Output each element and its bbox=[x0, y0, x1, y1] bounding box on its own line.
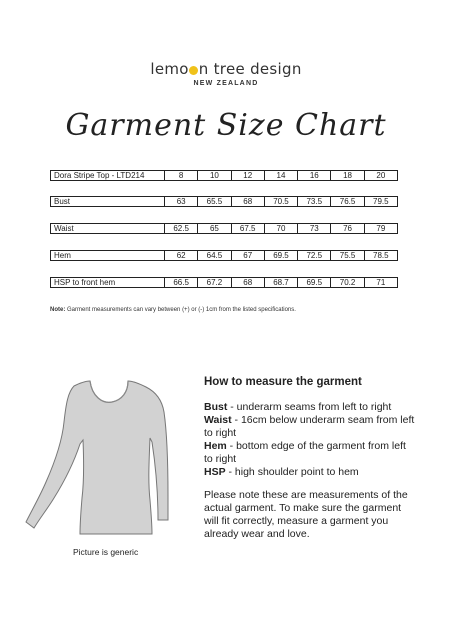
row-label: HSP to front hem bbox=[54, 278, 116, 287]
table-row bbox=[50, 277, 398, 288]
table-cell: 79.5 bbox=[364, 197, 397, 206]
table-cell: 65.5 bbox=[197, 197, 230, 206]
table-cell: 69.5 bbox=[297, 278, 330, 287]
table-cell: 67.5 bbox=[231, 224, 264, 233]
table-cell: 76 bbox=[330, 224, 363, 233]
howto-note: Please note these are measurements of the actual garment. To make sure the garment will fit correctly, measure a garment you already wear and love. bbox=[204, 489, 408, 540]
table-cell: 68.7 bbox=[264, 278, 297, 287]
brand-country: NEW ZEALAND bbox=[193, 80, 259, 87]
table-cell: 70.5 bbox=[264, 197, 297, 206]
table-cell: 73 bbox=[297, 224, 330, 233]
table-cell: 76.5 bbox=[330, 197, 363, 206]
table-cell: 71 bbox=[364, 278, 397, 287]
product-name: Dora Stripe Top - LTD214 bbox=[54, 171, 145, 180]
table-cell: 68 bbox=[231, 278, 264, 287]
long-sleeve-top-illustration bbox=[22, 378, 172, 540]
howto-item: Waist - 16cm below underarm seam from left to right bbox=[204, 414, 415, 439]
picture-caption: Picture is generic bbox=[73, 547, 139, 557]
measurement-note: Note: Garment measurements can vary between (+) or (-) 1cm from the listed specifications. bbox=[50, 307, 296, 313]
lemon-dot-icon bbox=[189, 66, 198, 75]
table-cell: 67 bbox=[231, 251, 264, 260]
brand-logo bbox=[0, 60, 452, 79]
howto-item: HSP - high shoulder point to hem bbox=[204, 466, 359, 478]
page-title: Garment Size Chart bbox=[65, 108, 387, 143]
size-header: 16 bbox=[297, 171, 330, 180]
size-header: 10 bbox=[197, 171, 230, 180]
table-cell: 72.5 bbox=[297, 251, 330, 260]
table-cell: 70 bbox=[264, 224, 297, 233]
size-header: 18 bbox=[330, 171, 363, 180]
table-cell: 70.2 bbox=[330, 278, 363, 287]
row-label: Bust bbox=[54, 197, 71, 206]
howto-heading: How to measure the garment bbox=[204, 376, 362, 388]
table-cell: 79 bbox=[364, 224, 397, 233]
row-label: Waist bbox=[54, 224, 74, 233]
table-cell: 65 bbox=[197, 224, 230, 233]
table-row bbox=[50, 223, 398, 234]
table-cell: 67.2 bbox=[197, 278, 230, 287]
table-cell: 68 bbox=[231, 197, 264, 206]
table-row bbox=[50, 196, 398, 207]
table-cell: 75.5 bbox=[330, 251, 363, 260]
table-row bbox=[50, 250, 398, 261]
howto-item: Hem - bottom edge of the garment from left to right bbox=[204, 440, 406, 465]
table-cell: 78.5 bbox=[364, 251, 397, 260]
row-label: Hem bbox=[54, 251, 71, 260]
table-cell: 66.5 bbox=[164, 278, 197, 287]
how-to-measure bbox=[204, 376, 416, 541]
table-cell: 63 bbox=[164, 197, 197, 206]
table-cell: 73.5 bbox=[297, 197, 330, 206]
size-header: 14 bbox=[264, 171, 297, 180]
table-cell: 64.5 bbox=[197, 251, 230, 260]
table-cell: 69.5 bbox=[264, 251, 297, 260]
table-cell: 62.5 bbox=[164, 224, 197, 233]
size-header: 20 bbox=[364, 171, 397, 180]
brand-name: lemo n tree design bbox=[150, 60, 302, 78]
size-header: 8 bbox=[164, 171, 197, 180]
howto-item: Bust - underarm seams from left to right bbox=[204, 401, 392, 413]
table-cell: 62 bbox=[164, 251, 197, 260]
size-header: 12 bbox=[231, 171, 264, 180]
table-header-row bbox=[50, 170, 398, 181]
